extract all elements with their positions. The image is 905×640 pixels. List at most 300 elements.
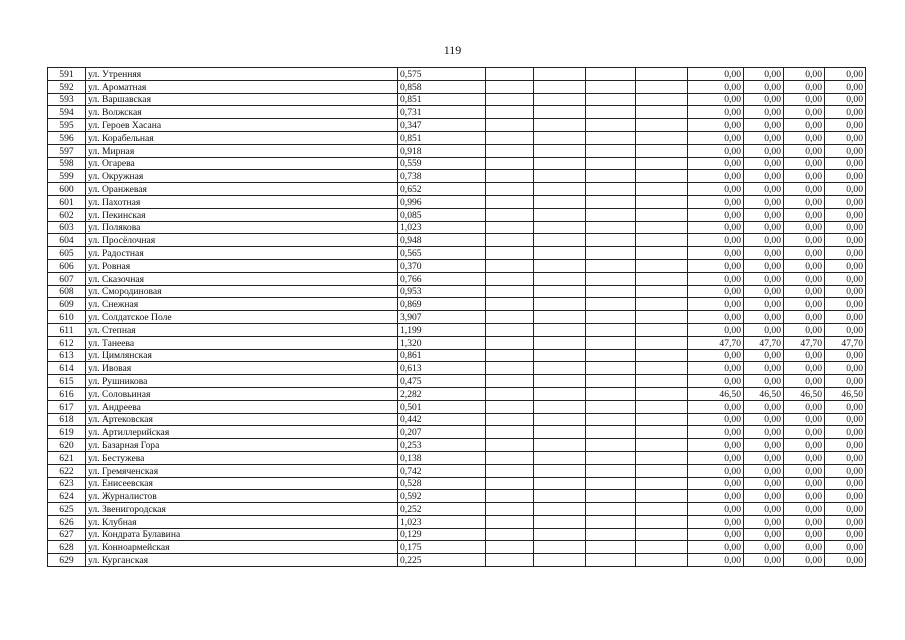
street-name-cell: ул. Андреева (86, 400, 398, 413)
value-cell: 46,50 (784, 387, 825, 400)
value-cell: 0,00 (688, 451, 744, 464)
empty-cell (586, 375, 636, 388)
empty-cell (534, 451, 586, 464)
value-cell: 47,70 (744, 336, 784, 349)
length-cell: 0,565 (398, 247, 486, 260)
value-cell: 0,00 (825, 272, 866, 285)
value-cell: 0,00 (688, 349, 744, 362)
value-cell: 0,00 (688, 131, 744, 144)
value-cell: 0,00 (688, 144, 744, 157)
empty-cell (534, 311, 586, 324)
empty-cell (586, 298, 636, 311)
table-row (48, 170, 866, 183)
value-cell: 0,00 (825, 285, 866, 298)
value-cell: 0,00 (744, 131, 784, 144)
length-cell: 0,996 (398, 195, 486, 208)
street-name-cell: ул. Героев Хасана (86, 119, 398, 132)
table-row (48, 234, 866, 247)
table-row (48, 195, 866, 208)
row-number-cell: 624 (48, 490, 86, 503)
length-cell: 0,528 (398, 477, 486, 490)
empty-cell (534, 119, 586, 132)
empty-cell (534, 400, 586, 413)
value-cell: 0,00 (825, 311, 866, 324)
row-number-cell: 611 (48, 323, 86, 336)
value-cell: 0,00 (784, 131, 825, 144)
value-cell: 0,00 (825, 439, 866, 452)
value-cell: 0,00 (744, 272, 784, 285)
empty-cell (486, 541, 534, 554)
value-cell: 0,00 (825, 298, 866, 311)
value-cell: 0,00 (744, 426, 784, 439)
row-number-cell: 609 (48, 298, 86, 311)
value-cell: 0,00 (825, 464, 866, 477)
length-cell: 0,501 (398, 400, 486, 413)
empty-cell (486, 554, 534, 567)
row-number-cell: 621 (48, 451, 86, 464)
row-number-cell: 625 (48, 503, 86, 516)
value-cell: 0,00 (688, 375, 744, 388)
empty-cell (534, 80, 586, 93)
empty-cell (534, 439, 586, 452)
street-name-cell: ул. Енисеевская (86, 477, 398, 490)
table-row (48, 426, 866, 439)
value-cell: 0,00 (825, 106, 866, 119)
value-cell: 0,00 (784, 323, 825, 336)
length-cell: 2,282 (398, 387, 486, 400)
street-name-cell: ул. Звенигородская (86, 503, 398, 516)
empty-cell (534, 362, 586, 375)
table-row (48, 387, 866, 400)
row-number-cell: 593 (48, 93, 86, 106)
row-number-cell: 601 (48, 195, 86, 208)
value-cell: 0,00 (784, 68, 825, 81)
row-number-cell: 620 (48, 439, 86, 452)
row-number-cell: 597 (48, 144, 86, 157)
street-name-cell: ул. Сказочная (86, 272, 398, 285)
value-cell: 0,00 (744, 247, 784, 260)
value-cell: 0,00 (744, 68, 784, 81)
street-name-cell: ул. Просёлочная (86, 234, 398, 247)
empty-cell (586, 490, 636, 503)
value-cell: 0,00 (744, 183, 784, 196)
empty-cell (486, 68, 534, 81)
empty-cell (586, 400, 636, 413)
value-cell: 0,00 (784, 413, 825, 426)
value-cell: 0,00 (744, 541, 784, 554)
value-cell: 0,00 (784, 362, 825, 375)
table-row (48, 221, 866, 234)
empty-cell (636, 451, 688, 464)
empty-cell (534, 234, 586, 247)
row-number-cell: 595 (48, 119, 86, 132)
length-cell: 0,085 (398, 208, 486, 221)
value-cell: 0,00 (744, 170, 784, 183)
value-cell: 0,00 (784, 285, 825, 298)
value-cell: 0,00 (784, 144, 825, 157)
street-name-cell: ул. Утренняя (86, 68, 398, 81)
empty-cell (636, 528, 688, 541)
empty-cell (636, 298, 688, 311)
empty-cell (534, 68, 586, 81)
empty-cell (636, 464, 688, 477)
empty-cell (534, 490, 586, 503)
value-cell: 0,00 (744, 451, 784, 464)
value-cell: 0,00 (784, 298, 825, 311)
empty-cell (636, 336, 688, 349)
empty-cell (486, 362, 534, 375)
empty-cell (586, 336, 636, 349)
table-row (48, 336, 866, 349)
table-row (48, 528, 866, 541)
empty-cell (586, 221, 636, 234)
empty-cell (534, 195, 586, 208)
empty-cell (534, 336, 586, 349)
empty-cell (636, 259, 688, 272)
empty-cell (534, 221, 586, 234)
value-cell: 0,00 (744, 477, 784, 490)
empty-cell (636, 208, 688, 221)
value-cell: 0,00 (688, 195, 744, 208)
table-row (48, 362, 866, 375)
empty-cell (586, 183, 636, 196)
empty-cell (486, 259, 534, 272)
empty-cell (586, 93, 636, 106)
value-cell: 0,00 (744, 234, 784, 247)
empty-cell (586, 503, 636, 516)
row-number-cell: 623 (48, 477, 86, 490)
value-cell: 0,00 (825, 554, 866, 567)
value-cell: 0,00 (784, 170, 825, 183)
empty-cell (636, 439, 688, 452)
value-cell: 0,00 (744, 93, 784, 106)
table-row (48, 298, 866, 311)
value-cell: 0,00 (688, 221, 744, 234)
empty-cell (636, 400, 688, 413)
empty-cell (636, 170, 688, 183)
value-cell: 0,00 (825, 413, 866, 426)
length-cell: 1,320 (398, 336, 486, 349)
value-cell: 0,00 (825, 144, 866, 157)
value-cell: 0,00 (784, 157, 825, 170)
value-cell: 0,00 (825, 349, 866, 362)
empty-cell (534, 554, 586, 567)
empty-cell (636, 157, 688, 170)
empty-cell (534, 387, 586, 400)
empty-cell (586, 323, 636, 336)
value-cell: 0,00 (825, 170, 866, 183)
empty-cell (486, 375, 534, 388)
value-cell: 0,00 (784, 515, 825, 528)
row-number-cell: 610 (48, 311, 86, 324)
street-name-cell: ул. Огарева (86, 157, 398, 170)
empty-cell (586, 515, 636, 528)
value-cell: 0,00 (825, 221, 866, 234)
length-cell: 0,861 (398, 349, 486, 362)
empty-cell (586, 247, 636, 260)
empty-cell (636, 119, 688, 132)
row-number-cell: 596 (48, 131, 86, 144)
empty-cell (534, 131, 586, 144)
row-number-cell: 608 (48, 285, 86, 298)
length-cell: 0,918 (398, 144, 486, 157)
value-cell: 0,00 (688, 528, 744, 541)
value-cell: 0,00 (784, 119, 825, 132)
empty-cell (636, 285, 688, 298)
empty-cell (636, 131, 688, 144)
value-cell: 47,70 (688, 336, 744, 349)
road-table (47, 67, 866, 567)
value-cell: 0,00 (825, 490, 866, 503)
length-cell: 0,953 (398, 285, 486, 298)
empty-cell (636, 195, 688, 208)
table-row (48, 515, 866, 528)
value-cell: 0,00 (688, 439, 744, 452)
empty-cell (534, 259, 586, 272)
table-row (48, 119, 866, 132)
value-cell: 0,00 (744, 106, 784, 119)
value-cell: 0,00 (825, 323, 866, 336)
street-name-cell: ул. Ароматная (86, 80, 398, 93)
empty-cell (534, 247, 586, 260)
empty-cell (586, 464, 636, 477)
empty-cell (486, 170, 534, 183)
table-row (48, 451, 866, 464)
empty-cell (534, 106, 586, 119)
empty-cell (586, 349, 636, 362)
value-cell: 0,00 (688, 183, 744, 196)
value-cell: 0,00 (784, 221, 825, 234)
value-cell: 0,00 (688, 259, 744, 272)
empty-cell (486, 195, 534, 208)
empty-cell (486, 311, 534, 324)
empty-cell (586, 208, 636, 221)
value-cell: 0,00 (825, 119, 866, 132)
value-cell: 0,00 (744, 439, 784, 452)
empty-cell (486, 477, 534, 490)
value-cell: 46,50 (825, 387, 866, 400)
row-number-cell: 615 (48, 375, 86, 388)
empty-cell (636, 477, 688, 490)
value-cell: 0,00 (825, 234, 866, 247)
value-cell: 0,00 (688, 272, 744, 285)
empty-cell (586, 477, 636, 490)
empty-cell (636, 503, 688, 516)
value-cell: 0,00 (744, 298, 784, 311)
row-number-cell: 603 (48, 221, 86, 234)
empty-cell (486, 336, 534, 349)
length-cell: 0,129 (398, 528, 486, 541)
empty-cell (636, 323, 688, 336)
empty-cell (486, 285, 534, 298)
street-name-cell: ул. Пахотная (86, 195, 398, 208)
length-cell: 0,475 (398, 375, 486, 388)
value-cell: 0,00 (688, 119, 744, 132)
row-number-cell: 604 (48, 234, 86, 247)
value-cell: 0,00 (825, 541, 866, 554)
length-cell: 0,225 (398, 554, 486, 567)
street-name-cell: ул. Бестужева (86, 451, 398, 464)
row-number-cell: 626 (48, 515, 86, 528)
row-number-cell: 617 (48, 400, 86, 413)
value-cell: 0,00 (784, 195, 825, 208)
empty-cell (486, 439, 534, 452)
table-row (48, 311, 866, 324)
value-cell: 0,00 (825, 208, 866, 221)
table-row (48, 259, 866, 272)
table-row (48, 323, 866, 336)
empty-cell (534, 208, 586, 221)
value-cell: 0,00 (744, 259, 784, 272)
table-row (48, 439, 866, 452)
value-cell: 0,00 (784, 349, 825, 362)
empty-cell (534, 503, 586, 516)
value-cell: 0,00 (825, 426, 866, 439)
empty-cell (534, 170, 586, 183)
street-name-cell: ул. Журналистов (86, 490, 398, 503)
table-row (48, 464, 866, 477)
value-cell: 0,00 (825, 400, 866, 413)
empty-cell (486, 208, 534, 221)
street-name-cell: ул. Ровная (86, 259, 398, 272)
empty-cell (636, 234, 688, 247)
empty-cell (534, 515, 586, 528)
value-cell: 0,00 (825, 375, 866, 388)
length-cell: 0,613 (398, 362, 486, 375)
length-cell: 0,869 (398, 298, 486, 311)
empty-cell (486, 234, 534, 247)
empty-cell (486, 503, 534, 516)
empty-cell (486, 247, 534, 260)
empty-cell (486, 387, 534, 400)
value-cell: 0,00 (688, 157, 744, 170)
length-cell: 0,858 (398, 80, 486, 93)
length-cell: 0,442 (398, 413, 486, 426)
empty-cell (586, 144, 636, 157)
value-cell: 0,00 (744, 490, 784, 503)
length-cell: 0,592 (398, 490, 486, 503)
length-cell: 0,175 (398, 541, 486, 554)
table-row (48, 413, 866, 426)
length-cell: 0,766 (398, 272, 486, 285)
value-cell: 0,00 (784, 80, 825, 93)
value-cell: 0,00 (688, 426, 744, 439)
value-cell: 0,00 (688, 362, 744, 375)
value-cell: 0,00 (784, 259, 825, 272)
row-number-cell: 628 (48, 541, 86, 554)
value-cell: 0,00 (825, 515, 866, 528)
value-cell: 0,00 (744, 349, 784, 362)
row-number-cell: 599 (48, 170, 86, 183)
empty-cell (534, 298, 586, 311)
value-cell: 0,00 (688, 311, 744, 324)
row-number-cell: 616 (48, 387, 86, 400)
value-cell: 0,00 (784, 183, 825, 196)
value-cell: 0,00 (784, 311, 825, 324)
street-name-cell: ул. Окружная (86, 170, 398, 183)
row-number-cell: 619 (48, 426, 86, 439)
street-name-cell: ул. Радостная (86, 247, 398, 260)
empty-cell (534, 413, 586, 426)
value-cell: 0,00 (744, 362, 784, 375)
empty-cell (586, 362, 636, 375)
value-cell: 0,00 (744, 285, 784, 298)
street-name-cell: ул. Курганская (86, 554, 398, 567)
street-name-cell: ул. Базарная Гора (86, 439, 398, 452)
empty-cell (586, 170, 636, 183)
empty-cell (586, 426, 636, 439)
value-cell: 0,00 (688, 208, 744, 221)
empty-cell (636, 515, 688, 528)
value-cell: 0,00 (784, 541, 825, 554)
empty-cell (586, 272, 636, 285)
empty-cell (534, 157, 586, 170)
value-cell: 0,00 (825, 451, 866, 464)
length-cell: 0,742 (398, 464, 486, 477)
street-name-cell: ул. Полякова (86, 221, 398, 234)
value-cell: 0,00 (744, 413, 784, 426)
table-row (48, 183, 866, 196)
empty-cell (486, 272, 534, 285)
value-cell: 0,00 (784, 234, 825, 247)
value-cell: 47,70 (825, 336, 866, 349)
table-row (48, 157, 866, 170)
value-cell: 0,00 (744, 503, 784, 516)
street-name-cell: ул. Ивовая (86, 362, 398, 375)
street-name-cell: ул. Варшавская (86, 93, 398, 106)
value-cell: 0,00 (784, 375, 825, 388)
table-row (48, 131, 866, 144)
value-cell: 0,00 (825, 131, 866, 144)
row-number-cell: 606 (48, 259, 86, 272)
table-row (48, 490, 866, 503)
value-cell: 0,00 (744, 515, 784, 528)
row-number-cell: 618 (48, 413, 86, 426)
table-row (48, 375, 866, 388)
empty-cell (636, 106, 688, 119)
empty-cell (636, 68, 688, 81)
empty-cell (636, 541, 688, 554)
empty-cell (486, 298, 534, 311)
row-number-cell: 613 (48, 349, 86, 362)
value-cell: 0,00 (744, 157, 784, 170)
value-cell: 0,00 (784, 106, 825, 119)
value-cell: 0,00 (688, 234, 744, 247)
value-cell: 0,00 (825, 93, 866, 106)
table-row (48, 541, 866, 554)
value-cell: 0,00 (784, 208, 825, 221)
empty-cell (486, 464, 534, 477)
table-row (48, 349, 866, 362)
empty-cell (534, 528, 586, 541)
value-cell: 0,00 (784, 426, 825, 439)
length-cell: 0,948 (398, 234, 486, 247)
street-name-cell: ул. Волжская (86, 106, 398, 119)
empty-cell (586, 528, 636, 541)
empty-cell (534, 375, 586, 388)
row-number-cell: 612 (48, 336, 86, 349)
length-cell: 0,738 (398, 170, 486, 183)
row-number-cell: 592 (48, 80, 86, 93)
empty-cell (534, 183, 586, 196)
table-row (48, 80, 866, 93)
length-cell: 0,253 (398, 439, 486, 452)
value-cell: 0,00 (825, 183, 866, 196)
empty-cell (486, 221, 534, 234)
value-cell: 0,00 (825, 362, 866, 375)
value-cell: 0,00 (688, 400, 744, 413)
length-cell: 0,252 (398, 503, 486, 516)
